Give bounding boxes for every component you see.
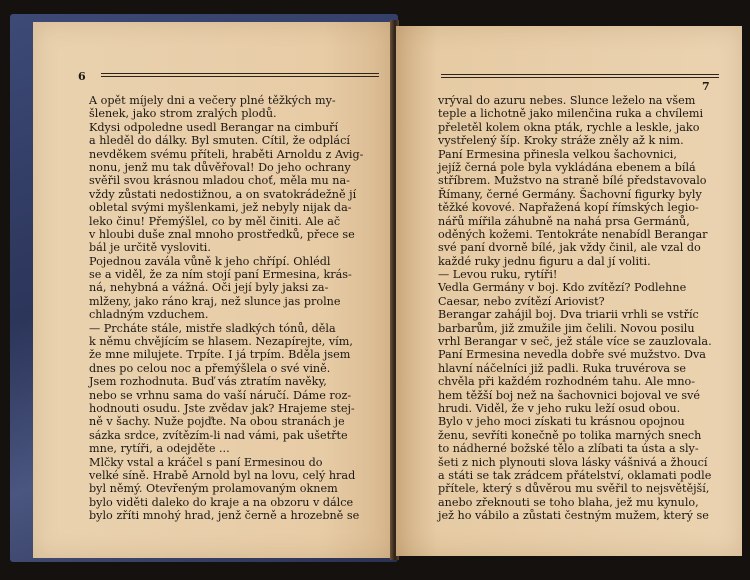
text-line: vystřelený šíp. Kroky stráže zněly až k nim.: [438, 134, 684, 148]
text-line: chladným vzduchem.: [89, 308, 209, 322]
text-line: Bylo v jeho moci získati tu krásnou opojnou: [438, 415, 685, 429]
text-line: hodnouti osudu. Jste zvědav jak? Hrajeme stej-: [89, 401, 355, 415]
text-line: přeletěl kolem okna pták, rychle a leskle, jako: [438, 120, 700, 134]
text-line: ně v šachy. Nuže pojďte. Na obou stranách je: [89, 415, 345, 429]
text-line: stříbrem. Mužstvo na straně bílé představovalo: [438, 174, 707, 188]
text-line: hrudi. Viděl, že v jeho ruku leží osud obou.: [438, 401, 681, 415]
text-line: dnes po celou noc a přemýšlela o své vině.: [89, 361, 331, 375]
header-rule-left: [101, 73, 379, 77]
text-line: oděných kožemi. Tentokráte nenabídl Berangar: [438, 227, 708, 241]
text-line: vždy zůstati nedostižnou, a on svatokrádežně jí: [89, 187, 357, 201]
text-line: šlenek, jako strom zralých plodů.: [89, 107, 277, 121]
left-page: [33, 22, 395, 558]
text-line: nářů mířila záhubně na nahá prsa Germánů,: [438, 214, 690, 228]
text-line: — Levou ruku, rytíři!: [438, 268, 558, 282]
text-line: svěřil svou krásnou mladou choť, měla mu na-: [89, 174, 350, 188]
text-line: vrýval do azuru nebes. Slunce leželo na všem: [438, 94, 696, 107]
text-line: jejíž černá pole byla vykládána ebenem a bílá: [438, 160, 696, 174]
text-line: Paní Ermesina přinesla velkou šachovnici,: [438, 147, 677, 161]
text-line: — Prcháte stále, mistře sladkých tónů, děla: [89, 321, 336, 335]
text-line: Paní Ermesina nevedla dobře své mužstvo. Dva: [438, 348, 706, 362]
text-line: a státi se tak zrádcem přátelství, oklamati podle: [438, 468, 712, 482]
text-line: sázka srdce, zvítězím-li nad vámi, pak ušetřte: [89, 428, 348, 442]
text-line: leko činu! Přemýšlel, co by měl činiti. Ale ač: [89, 214, 341, 228]
right-page-text: [438, 94, 732, 523]
text-line: přítele, který s důvěrou mu svěřil to nejsvětější,: [438, 482, 710, 496]
text-line: těžké kovové. Napřažená kopí římských legio-: [438, 201, 699, 215]
text-line: nebo se vrhnu sama do vaší náručí. Dáme roz-: [89, 388, 352, 402]
text-line: bylo viděti daleko do kraje a na obzoru v dálce: [89, 495, 354, 509]
text-line: každé ruky jednu figuru a dal jí voliti.: [438, 254, 651, 268]
text-line: Caesar, nebo zvítězí Ariovist?: [438, 294, 605, 308]
text-line: ná, nehybná a vážná. Oči její byly jaksi za-: [89, 281, 329, 295]
text-line: se a viděl, že za ním stojí paní Ermesina, krás-: [89, 268, 352, 282]
text-line: nonu, jenž mu tak důvěřoval! Do jeho ochrany: [89, 160, 351, 174]
text-line: to nádherné božské tělo a zlíbati ta ústa a sly-: [438, 442, 699, 456]
text-line: že mne milujete. Trpíte. I já trpím. Bděla jsem: [89, 348, 351, 362]
text-line: A opět míjely dni a večery plné těžkých my-: [89, 94, 336, 107]
text-line: bylo zříti mnohý hrad, jenž černě a hrozebně se: [89, 509, 360, 523]
text-line: ženu, sevříti konečně po tolika marných snech: [438, 428, 702, 442]
text-line: Berangar zahájil boj. Dva triarii vrhli se vstříc: [438, 308, 699, 322]
text-line: anebo zřeknouti se toho blaha, jež mu kynulo,: [438, 495, 699, 509]
text-line: bál je určitě vysloviti.: [89, 241, 211, 255]
text-line: své paní dvorně bílé, jak vždy činil, ale vzal do: [438, 241, 701, 255]
text-line: hem těžší boj než na šachovnici bojoval ve své: [438, 388, 701, 402]
page-number-right: 7: [702, 80, 710, 93]
text-line: chvěla při každém rozhodném tahu. Ale mno-: [438, 375, 696, 389]
text-line: Kdysi odpoledne usedl Berangar na cimbuří: [89, 120, 339, 134]
text-line: obletal svými myšlenkami, jež nebyly nijak da-: [89, 201, 352, 215]
text-line: Pojednou zavála vůně k jeho chřípí. Ohlédl: [89, 254, 331, 268]
text-line: velké síně. Hrabě Arnold byl na lovu, celý hrad: [89, 468, 356, 482]
text-line: mlženy, jako ráno kraj, než slunce jas prolne: [89, 294, 341, 308]
text-line: hlavní náčelníci již padli. Ruka truvérova se: [438, 361, 687, 375]
text-line: Vedla Germány v boj. Kdo zvítězí? Podlehne: [438, 281, 687, 295]
text-line: v hloubi duše znal mnoho prostředků, přece se: [89, 227, 355, 241]
left-page-text: [89, 94, 379, 523]
text-line: teple a lichotně jako milenčina ruka a chvílemi: [438, 107, 704, 121]
text-line: Římany, černé Germány. Šachovní figurky byly: [438, 187, 702, 201]
text-line: šeti z nich plynouti slova lásky vášnivá a žhoucí: [438, 455, 708, 469]
text-line: mne, rytíři, a odejděte ...: [89, 442, 230, 456]
text-line: a hleděl do dálky. Byl smuten. Cítil, že odplácí: [89, 134, 350, 148]
text-line: jež ho vábilo a zůstati čestným mužem, který se: [438, 509, 709, 523]
text-line: k němu chvějícím se hlasem. Nezapírejte, vím,: [89, 335, 353, 349]
page-number-left: 6: [78, 70, 86, 83]
text-line: nevděkem svému příteli, hraběti Arnoldu z Avig-: [89, 147, 364, 161]
text-line: vrhl Berangar v seč, jež stále více se zauzlovala.: [438, 335, 712, 349]
text-line: barbarům, již zmužile jim čelili. Novou posilu: [438, 321, 695, 335]
header-rule-right: [441, 74, 719, 78]
text-line: Jsem rozhodnuta. Buď vás ztratím navěky,: [89, 375, 327, 389]
text-line: Mlčky vstal a kráčel s paní Ermesinou do: [89, 455, 323, 469]
right-page: [396, 26, 742, 556]
text-line: byl němý. Otevřeným prolamovaným oknem: [89, 482, 338, 496]
